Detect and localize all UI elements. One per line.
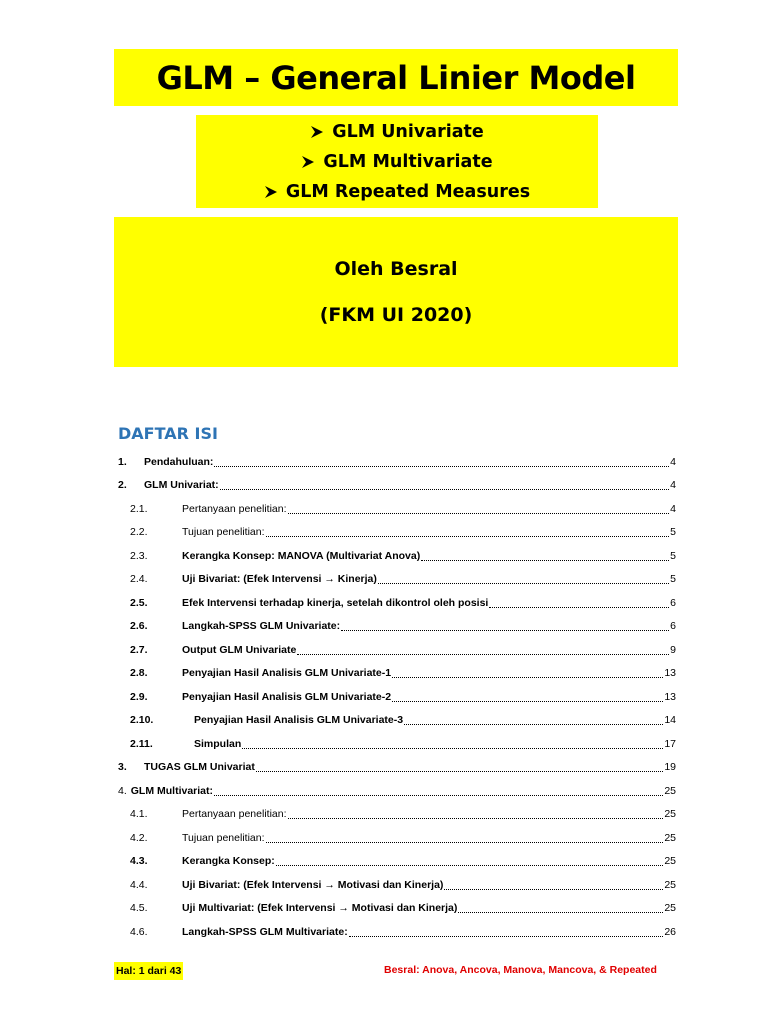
toc-page: 17 — [664, 737, 676, 750]
toc-page: 25 — [664, 784, 676, 797]
toc-number: 1. — [118, 455, 127, 468]
toc-entry[interactable] — [118, 732, 676, 756]
toc-title: Simpulan — [194, 737, 242, 750]
toc-title: Uji Bivariat: (Efek Intervensi → Motivasi dan Kinerja) — [182, 878, 444, 891]
toc-leader — [256, 771, 663, 772]
topic-label: GLM Univariate — [332, 121, 484, 142]
toc-number: 4.6. — [130, 925, 148, 938]
author-banner — [114, 217, 678, 367]
toc-number: 2.8. — [130, 667, 148, 680]
arrow-bullet-icon — [310, 125, 324, 139]
toc-leader — [242, 748, 663, 749]
institution: (FKM UI 2020) — [319, 304, 473, 326]
toc-leader — [404, 724, 663, 725]
toc-leader — [276, 865, 664, 866]
toc-number: 2.11. — [130, 737, 153, 750]
toc-title: GLM Univariat: — [144, 479, 219, 492]
arrow-bullet-icon — [264, 185, 278, 199]
toc-page: 4 — [670, 479, 676, 492]
toc-title: Langkah-SPSS GLM Multivariate: — [182, 925, 348, 938]
toc-title: Kerangka Konsep: MANOVA (Multivariat Anova) — [182, 549, 421, 562]
toc-entry[interactable] — [118, 850, 676, 874]
toc-entry[interactable] — [118, 497, 676, 521]
toc-page: 4 — [670, 455, 676, 468]
toc-page: 5 — [670, 549, 676, 562]
toc-page: 4 — [670, 502, 676, 515]
toc-leader — [288, 513, 670, 514]
toc-page: 6 — [670, 596, 676, 609]
toc-leader — [266, 842, 664, 843]
toc-entry[interactable] — [118, 920, 676, 944]
topic-item — [310, 117, 484, 147]
toc-leader — [341, 630, 669, 631]
toc-title: Pertanyaan penelitian: — [182, 502, 287, 515]
toc-number: 2.1. — [130, 502, 148, 515]
document-title: GLM – General Linier Model — [156, 58, 636, 97]
toc-number: 2.6. — [130, 620, 148, 633]
toc-leader — [392, 677, 663, 678]
toc-entry[interactable] — [118, 615, 676, 639]
toc-title: Penyajian Hasil Analisis GLM Univariate-3 — [194, 714, 404, 727]
toc-number: 4. — [118, 784, 127, 797]
toc-title: Langkah-SPSS GLM Univariate: — [182, 620, 341, 633]
topic-label: GLM Repeated Measures — [285, 181, 531, 202]
toc-entry[interactable] — [118, 591, 676, 615]
toc-number: 4.1. — [130, 808, 148, 821]
toc-leader — [214, 466, 669, 467]
toc-entry[interactable] — [118, 638, 676, 662]
toc-heading: DAFTAR ISI — [118, 424, 218, 443]
toc-number: 2. — [118, 479, 127, 492]
toc-title: Pertanyaan penelitian: — [182, 808, 287, 821]
toc-page: 19 — [664, 761, 676, 774]
toc-entry[interactable] — [118, 803, 676, 827]
toc-number: 2.3. — [130, 549, 148, 562]
topics-banner — [196, 115, 598, 208]
toc-page: 25 — [664, 902, 676, 915]
toc-number: 2.2. — [130, 526, 148, 539]
toc-entry[interactable] — [118, 779, 676, 803]
toc-page: 6 — [670, 620, 676, 633]
toc-title: GLM Multivariat: — [130, 784, 214, 797]
toc-page: 13 — [664, 667, 676, 680]
toc-leader — [214, 795, 663, 796]
toc-leader — [489, 607, 669, 608]
toc-page: 25 — [664, 855, 676, 868]
toc-entry[interactable] — [118, 897, 676, 921]
toc-leader — [378, 583, 669, 584]
toc-entry[interactable] — [118, 568, 676, 592]
toc-leader — [392, 701, 663, 702]
toc-leader — [458, 912, 663, 913]
running-footer: Besral: Anova, Ancova, Manova, Mancova, & Repeated — [384, 964, 657, 976]
toc-number: 2.4. — [130, 573, 148, 586]
toc-page: 25 — [664, 808, 676, 821]
toc-entry[interactable] — [118, 756, 676, 780]
toc-title: Efek Intervensi terhadap kinerja, setelah dikontrol oleh posisi — [182, 596, 489, 609]
toc-title: Pendahuluan: — [144, 455, 214, 468]
topic-label: GLM Multivariate — [323, 151, 493, 172]
toc-number: 3. — [118, 761, 127, 774]
toc-title: Uji Bivariat: (Efek Intervensi → Kinerja) — [182, 573, 377, 586]
toc-page: 5 — [670, 526, 676, 539]
toc-title: Penyajian Hasil Analisis GLM Univariate-2 — [182, 690, 392, 703]
toc-entry[interactable] — [118, 685, 676, 709]
toc-entry[interactable] — [118, 709, 676, 733]
toc-number: 4.5. — [130, 902, 148, 915]
toc-entry[interactable] — [118, 873, 676, 897]
toc-leader — [444, 889, 663, 890]
toc-number: 4.4. — [130, 878, 148, 891]
toc-entry[interactable] — [118, 662, 676, 686]
toc-title: Tujuan penelitian: — [182, 831, 265, 844]
toc-title: Kerangka Konsep: — [182, 855, 275, 868]
toc-leader — [297, 654, 669, 655]
toc-number: 2.7. — [130, 643, 148, 656]
toc-number: 2.5. — [130, 596, 148, 609]
toc-page: 14 — [664, 714, 676, 727]
toc-title: TUGAS GLM Univariat — [144, 761, 255, 774]
toc-leader — [288, 818, 664, 819]
toc-page: 25 — [664, 878, 676, 891]
page-number: Hal: 1 dari 43 — [114, 962, 183, 980]
toc-page: 26 — [664, 925, 676, 938]
toc-title: Penyajian Hasil Analisis GLM Univariate-1 — [182, 667, 392, 680]
toc-page: 25 — [664, 831, 676, 844]
arrow-bullet-icon — [301, 155, 315, 169]
author-name: Oleh Besral — [334, 258, 458, 280]
toc-title: Uji Multivariat: (Efek Intervensi → Motivasi dan Kinerja) — [182, 902, 458, 915]
toc-page: 13 — [664, 690, 676, 703]
toc-number: 2.10. — [130, 714, 154, 727]
toc-entry[interactable] — [118, 450, 676, 474]
topic-item — [264, 177, 530, 207]
toc-entry[interactable] — [118, 826, 676, 850]
topic-item — [301, 147, 492, 177]
toc-leader — [266, 536, 670, 537]
toc-title: Output GLM Univariate — [182, 643, 297, 656]
toc-number: 2.9. — [130, 690, 148, 703]
toc-leader — [349, 936, 664, 937]
toc-page: 5 — [670, 573, 676, 586]
toc-number: 4.3. — [130, 855, 148, 868]
toc-entry[interactable] — [118, 474, 676, 498]
toc-title: Tujuan penelitian: — [182, 526, 265, 539]
table-of-contents — [118, 450, 676, 944]
toc-leader — [220, 489, 669, 490]
toc-number: 4.2. — [130, 831, 148, 844]
title-banner — [114, 49, 678, 106]
toc-entry[interactable] — [118, 521, 676, 545]
toc-leader — [421, 560, 669, 561]
toc-page: 9 — [670, 643, 676, 656]
toc-entry[interactable] — [118, 544, 676, 568]
